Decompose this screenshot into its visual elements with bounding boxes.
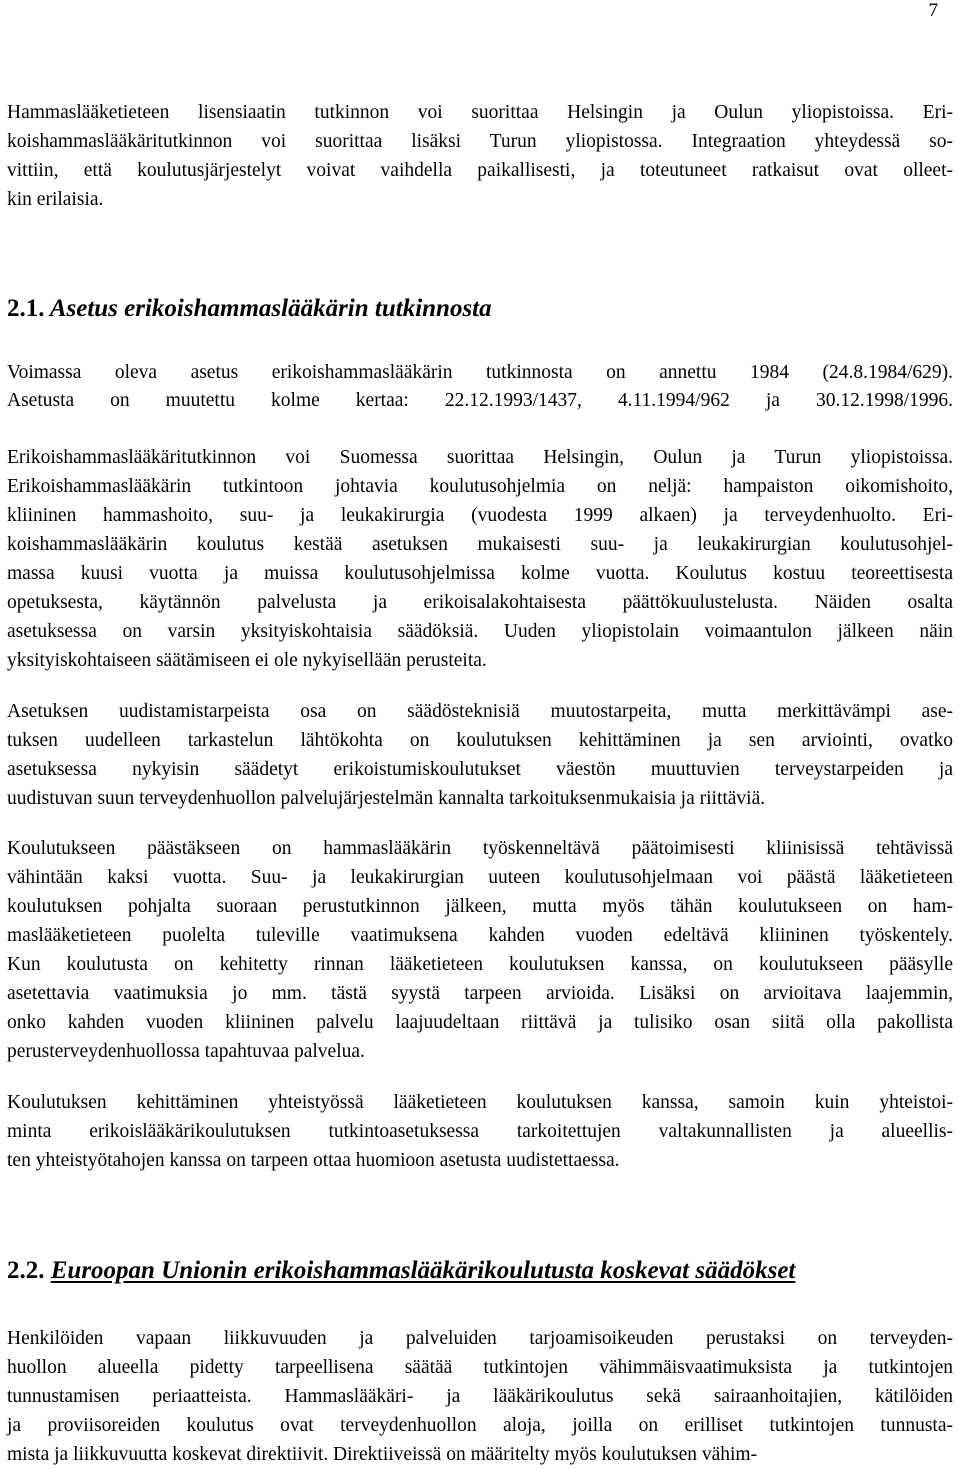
paragraph-line: kliininen hammashoito, suu- ja leukakirurgia (vuodesta 1999 alkaen) ja terveydenhuolto. Eri- [7,505,953,526]
paragraph-line: ja proviisoreiden koulutus ovat terveydenhuollon aloja, joilla on erilliset tutkintojen tunnusta- [7,1415,953,1436]
section-number: 2.1. [7,295,45,322]
paragraph-line: massa kuusi vuotta ja muissa koulutusohjelmissa kolme vuotta. Koulutus kostuu teoreettisesta [7,563,953,584]
paragraph-line: huollon alueella pidetty tarpeellisena säätää tutkintojen vähimmäisvaatimuksista ja tutkintojen [7,1357,953,1378]
paragraph-line: tuksen uudelleen tarkastelun lähtökohta on koulutuksen kehittäminen ja sen arviointi, ovatko [7,730,953,751]
paragraph-line: opetuksesta, käytännön palvelusta ja erikoisalakohtaisesta päättökuulustelusta. Näiden osalta [7,592,953,613]
paragraph-line: koishammaslääkärin koulutus kestää asetuksen mukaisesti suu- ja leukakirurgian koulutusohjel- [7,534,953,555]
paragraph-line: kin erilaisia. [7,189,104,210]
paragraph-line: uudistuvan suun terveydenhuollon palvelujärjestelmän kannalta tarkoituksenmukaisia ja riittäviä. [7,788,766,809]
paragraph-line: koulutuksen pohjalta suoraan perustutkinnon jälkeen, mutta myös tähän koulutukseen on ham- [7,896,953,917]
paragraph-line: Hammaslääketieteen lisensiaatin tutkinnon voi suorittaa Helsingin ja Oulun yliopistoissa. Eri- [7,102,953,123]
paragraph-line: yksityiskohtaiseen säätämiseen ei ole nykyisellään perusteita. [7,650,487,671]
paragraph-line: Erikoishammaslääkäritutkinnon voi Suomessa suorittaa Helsingin, Oulun ja Turun yliopistoissa. [7,447,953,468]
paragraph-line: onko kahden vuoden kliininen palvelu laajuudeltaan riittävä ja tulisiko osan siitä olla pakollista [7,1012,953,1033]
paragraph-line: koishammaslääkäritutkinnon voi suorittaa lisäksi Turun yliopistossa. Integraation yhteydessä so- [7,131,953,152]
section-number: 2.2. [7,1257,45,1284]
paragraph-line: Asetuksen uudistamistarpeista osa on säädösteknisiä muutostarpeita, mutta merkittävämpi ase- [7,701,953,722]
section-title: Asetus erikoishammaslääkärin tutkinnosta [49,295,492,322]
page-number: 7 [928,0,938,21]
paragraph-line: Koulutuksen kehittäminen yhteistyössä lääketieteen koulutuksen kanssa, samoin kuin yhteistoi- [7,1092,953,1113]
section-heading [7,294,492,324]
paragraph-line: Koulutukseen päästäkseen on hammaslääkärin työskenneltävä päätoimisesti kliinisissä tehtävissä [7,838,953,859]
paragraph-line: perusterveydenhuollossa tapahtuvaa palvelua. [7,1041,365,1062]
paragraph-line: Asetusta on muutettu kolme kertaa: 22.12.1993/1437, 4.11.1994/962 ja 30.12.1998/1996. [7,390,953,411]
paragraph-line: mista ja liikkuvuutta koskevat direktiivit. Direktiiveissä on määritelty myös koulutuksen vähim- [7,1444,758,1465]
paragraph-line: Erikoishammaslääkärin tutkintoon johtavia koulutusohjelmia on neljä: hampaiston oikomishoito, [7,476,953,497]
section-title: Euroopan Unionin erikoishammaslääkärikoulutusta koskevat säädökset [50,1257,796,1284]
paragraph-line: vittiin, että koulutusjärjestelyt voivat vaihdella paikallisesti, ja toteutuneet ratkaisut ovat olleet- [7,160,953,181]
paragraph-line: minta erikoislääkärikoulutuksen tutkintoasetuksessa tarkoitettujen valtakunnallisten ja alueellis- [7,1121,953,1142]
section-heading [7,1256,795,1286]
paragraph-line: asetettavia vaatimuksia jo mm. tästä syystä tarpeen arvioida. Lisäksi on arvioitava laajemmin, [7,983,953,1004]
paragraph-line: asetuksessa on varsin yksityiskohtaisia säädöksiä. Uuden yliopistolain voimaantulon jälkeen näin [7,621,953,642]
paragraph-line: asetuksessa nykyisin säädetyt erikoistumiskoulutukset väestön muuttuvien terveystarpeiden ja [7,759,953,780]
paragraph-line: tunnustamisen periaatteista. Hammaslääkäri- ja lääkärikoulutus sekä sairaanhoitajien, kätilöiden [7,1386,953,1407]
paragraph-line: vähintään kaksi vuotta. Suu- ja leukakirurgian uuteen koulutusohjelmaan voi päästä lääketieteen [7,867,953,888]
paragraph-line: Kun koulutusta on kehitetty rinnan lääketieteen koulutuksen kanssa, on koulutukseen pääsylle [7,954,953,975]
paragraph-line: maslääketieteen puolelta tuleville vaatimuksena kahden vuoden edeltävä kliininen työskentely. [7,925,953,946]
paragraph-line: ten yhteistyötahojen kanssa on tarpeen ottaa huomioon asetusta uudistettaessa. [7,1150,620,1171]
paragraph-line: Voimassa oleva asetus erikoishammaslääkärin tutkinnosta on annettu 1984 (24.8.1984/629). [7,362,953,383]
paragraph-line: Henkilöiden vapaan liikkuvuuden ja palveluiden tarjoamisoikeuden perustaksi on terveyden- [7,1328,953,1349]
